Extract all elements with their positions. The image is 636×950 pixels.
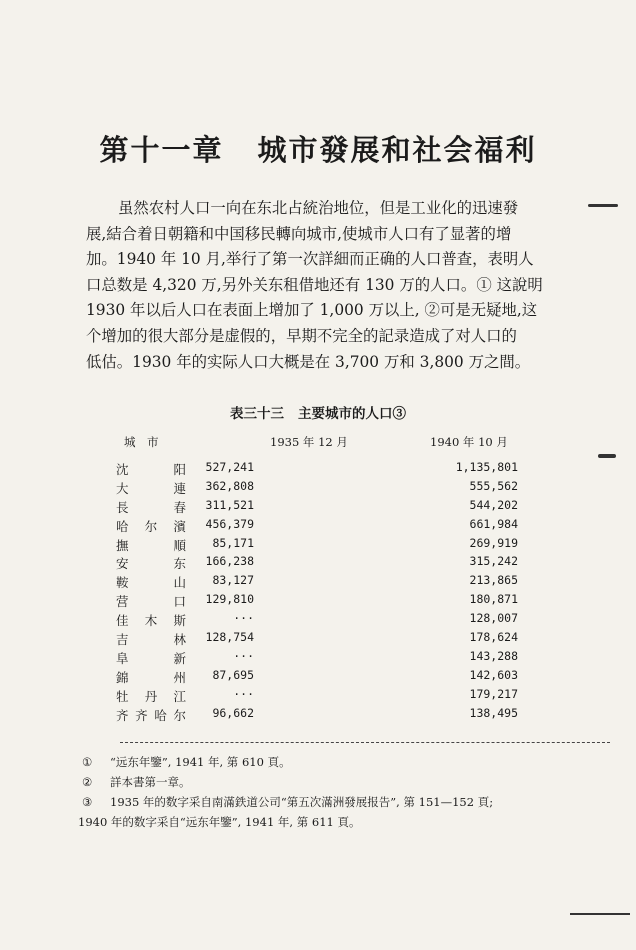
table-row <box>0 573 636 592</box>
city-name-char: 江 <box>173 688 186 704</box>
chapter-title <box>0 128 636 169</box>
city-name-char: 安 <box>116 556 129 572</box>
footnote <box>78 812 598 832</box>
paragraph-line: 个增加的很大部分是虚假的，早期不完全的記录造成了对人口的 <box>86 326 517 345</box>
population-1935: 456,379 <box>205 516 254 531</box>
population-1940: 544,202 <box>469 497 518 512</box>
table-row <box>0 517 636 536</box>
table-row <box>0 668 636 687</box>
city-name-char: 齐 <box>116 707 129 723</box>
table-caption <box>0 402 636 422</box>
city-name-char: 連 <box>173 480 186 496</box>
city-name-char: 春 <box>173 499 186 515</box>
scan-mark <box>598 454 616 458</box>
paragraph-line: 口总数是 4,320 万,另外关东租借地还有 130 万的人口。① 这說明 <box>86 275 543 294</box>
footnote <box>78 752 598 772</box>
city-name <box>116 687 186 705</box>
table-row <box>0 687 636 706</box>
population-1940: 143,288 <box>469 648 518 663</box>
table-row <box>0 460 636 479</box>
table-row <box>0 554 636 573</box>
population-1935: ··· <box>233 648 254 663</box>
population-1935: 362,808 <box>205 478 254 493</box>
city-name <box>116 498 186 516</box>
city-name <box>116 611 186 629</box>
population-1935: 87,695 <box>212 667 254 682</box>
city-name-char: 新 <box>173 650 186 666</box>
city-name <box>116 460 186 478</box>
population-1940: 555,562 <box>469 478 518 493</box>
population-1935: 96,662 <box>212 705 254 720</box>
footnote-mark: ② <box>82 775 93 789</box>
population-1935: 311,521 <box>205 497 254 512</box>
body-paragraph <box>86 196 554 375</box>
table-row <box>0 592 636 611</box>
population-1940: 315,242 <box>469 554 518 569</box>
table-row <box>0 536 636 555</box>
population-table <box>0 460 636 724</box>
city-name-char: 尔 <box>144 518 158 534</box>
paragraph-line: 1930 年以后人口在表面上增加了 1,000 万以上, ②可是无疑地,这 <box>86 301 538 320</box>
population-1935: 129,810 <box>205 592 254 607</box>
city-name <box>116 649 186 667</box>
population-1940: 142,603 <box>469 667 518 682</box>
column-header-city: 城 市 <box>124 435 159 449</box>
chapter-number: 第十一章 <box>99 133 224 167</box>
population-1935: 83,127 <box>212 573 254 588</box>
city-name <box>116 668 186 686</box>
paragraph-line: 展,結合着日朝籍和中国移民轉向城市,使城市人口有了显著的增 <box>86 224 512 243</box>
population-1935: ··· <box>233 611 254 626</box>
table-row <box>0 630 636 649</box>
footnote <box>78 772 598 792</box>
city-name-char: 佳 <box>116 613 129 629</box>
city-name-char: 吉 <box>116 632 129 648</box>
table-row <box>0 649 636 668</box>
footnote-mark: ① <box>82 755 93 769</box>
table-row <box>0 706 636 725</box>
chapter-name: 城市發展和社会福利 <box>257 133 537 167</box>
city-name-char: 鞍 <box>116 575 129 591</box>
footnote-text: 詳本書第一章。 <box>110 775 191 789</box>
city-name <box>116 554 186 572</box>
city-name-char: 营 <box>116 594 129 610</box>
population-1940: 180,871 <box>469 592 518 607</box>
population-1940: 178,624 <box>469 630 518 645</box>
city-name <box>116 479 186 497</box>
footnote <box>78 792 598 812</box>
population-1935: 527,241 <box>205 460 254 474</box>
paragraph-line: 虽然农村人口一向在东北占統治地位，但是工业化的迅速發 <box>118 199 519 217</box>
footnotes <box>78 752 598 832</box>
city-name-char: 濱 <box>173 518 186 534</box>
city-name <box>116 573 186 591</box>
table-row <box>0 479 636 498</box>
population-1940: 213,865 <box>469 573 518 588</box>
population-1940: 179,217 <box>469 686 518 701</box>
table-row <box>0 498 636 517</box>
city-name-char: 錦 <box>116 669 129 685</box>
population-1935: 166,238 <box>205 554 254 569</box>
city-name-char: 林 <box>173 632 186 648</box>
city-name-char: 山 <box>173 575 186 591</box>
footnote-divider <box>120 742 610 743</box>
population-1935: ··· <box>233 686 254 701</box>
city-name-char: 齐 <box>135 707 148 723</box>
population-1940: 661,984 <box>469 516 518 531</box>
city-name-char: 斯 <box>173 613 186 629</box>
city-name-char: 丹 <box>144 688 158 704</box>
footnote-mark: ③ <box>82 795 93 809</box>
city-name-char: 木 <box>144 613 158 629</box>
paragraph-line: 低估。1930 年的实际人口大概是在 3,700 万和 3,800 万之間。 <box>86 352 531 371</box>
city-name-char: 州 <box>173 669 186 685</box>
city-name <box>116 706 186 724</box>
city-name <box>116 630 186 648</box>
city-name-char: 尔 <box>173 707 186 723</box>
city-name-char: 沈 <box>116 462 129 477</box>
population-1935: 85,171 <box>212 535 254 550</box>
city-name-char: 阳 <box>173 462 186 477</box>
city-name <box>116 536 186 554</box>
population-1940: 128,007 <box>469 611 518 626</box>
footnote-text: “远东年鑒”, 1941 年, 第 610 頁。 <box>110 755 291 769</box>
table-row <box>0 611 636 630</box>
footnote-text: 1940 年的数字采自“远东年鑒”, 1941 年, 第 611 頁。 <box>78 815 361 829</box>
population-1935: 128,754 <box>205 630 254 645</box>
city-name-char: 長 <box>116 499 129 515</box>
column-header-1940: 1940 年 10 月 <box>430 435 508 449</box>
city-name-char: 撫 <box>116 537 129 553</box>
footnote-text: 1935 年的数字采自南滿鉄道公司“第五次滿洲發展报告”, 第 151—152 頁; <box>110 795 494 809</box>
column-header-1935: 1935 年 12 月 <box>270 435 348 449</box>
population-1940: 269,919 <box>469 535 518 550</box>
city-name-char: 阜 <box>116 650 129 666</box>
city-name-char: 牡 <box>116 688 129 704</box>
city-name <box>116 592 186 610</box>
scan-mark <box>570 913 630 915</box>
city-name-char: 順 <box>173 537 186 553</box>
city-name-char: 哈 <box>116 518 129 534</box>
city-name <box>116 517 186 535</box>
table-title: 主要城市的人口③ <box>298 406 406 422</box>
table-number: 表三十三 <box>230 406 284 422</box>
city-name-char: 大 <box>116 480 129 496</box>
paragraph-line: 加。1940 年 10 月,举行了第一次詳細而正确的人口普查，表明人 <box>86 250 534 269</box>
city-name-char: 东 <box>173 556 186 572</box>
population-1940: 138,495 <box>469 705 518 720</box>
scan-mark <box>588 204 618 207</box>
city-name-char: 哈 <box>154 707 167 723</box>
city-name-char: 口 <box>173 594 186 610</box>
population-1940: 1,135,801 <box>455 460 518 474</box>
